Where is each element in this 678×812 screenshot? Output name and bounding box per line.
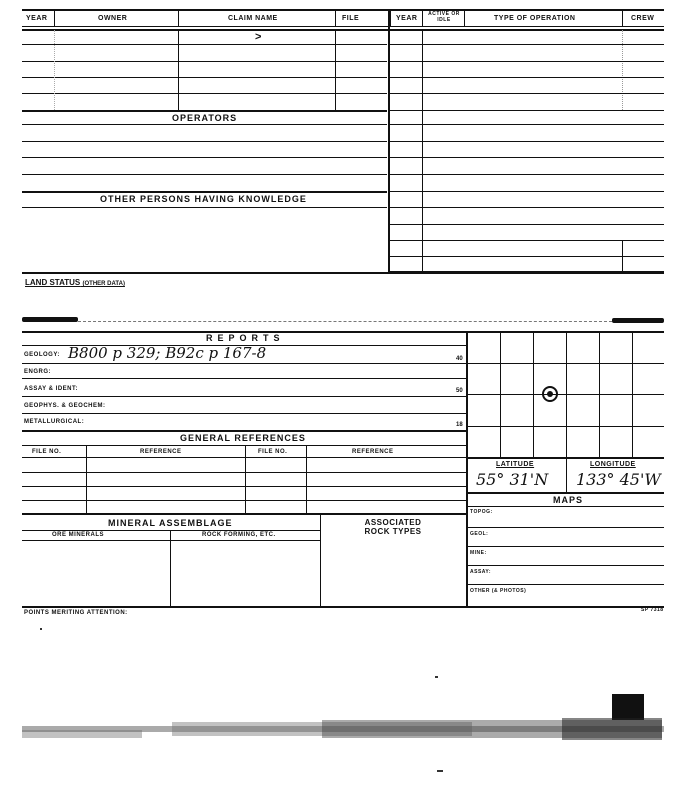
rule (22, 530, 320, 531)
rule (22, 61, 387, 62)
metallurgical-num: 18 (456, 422, 463, 428)
rule (22, 174, 387, 175)
divider (54, 10, 55, 26)
header-active-or-idle: ACTIVE OR IDLE (428, 11, 460, 23)
assay-num: 50 (456, 388, 463, 394)
rule (22, 9, 664, 11)
rule (22, 472, 466, 473)
divider (566, 458, 567, 492)
mineral-assemblage-title: MINERAL ASSEMBLAGE (108, 518, 233, 528)
header-type-of-operation: TYPE OF OPERATION (494, 15, 576, 22)
grid-line (500, 332, 501, 458)
rule (390, 44, 664, 45)
associated-rock-types-line1: ASSOCIATED (364, 518, 422, 527)
rule (22, 396, 466, 397)
divider (622, 241, 623, 271)
file-no-header: FILE NO. (32, 449, 62, 455)
rule (22, 363, 466, 364)
rule (22, 606, 664, 608)
header-year: YEAR (26, 15, 48, 22)
rule (22, 191, 387, 193)
metallurgical-label: METALLURGICAL: (24, 419, 85, 425)
location-marker-dot (547, 391, 553, 397)
ore-minerals-header: ORE MINERALS (52, 532, 105, 538)
rule (22, 110, 387, 112)
divider (335, 10, 336, 26)
rule (22, 93, 387, 94)
divider (178, 10, 179, 26)
divider (86, 445, 87, 513)
divider (245, 445, 246, 513)
rule (390, 124, 664, 125)
speck (437, 770, 443, 772)
rule (390, 207, 664, 208)
rule (390, 224, 664, 225)
engrg-label: ENGRG: (24, 369, 51, 375)
rule (466, 565, 664, 566)
other-persons-label: OTHER PERSONS HAVING KNOWLEDGE (100, 194, 307, 204)
rule (390, 61, 664, 62)
rule (390, 191, 664, 192)
rule (22, 77, 387, 78)
rule (390, 141, 664, 142)
rule (22, 540, 320, 541)
land-status-label (25, 278, 125, 287)
rule (22, 486, 466, 487)
maps-title: MAPS (553, 495, 584, 505)
latitude-value: 55° 31'N (476, 470, 549, 489)
grid-line (632, 332, 633, 458)
rule (22, 457, 466, 458)
rule (22, 513, 466, 515)
rule (466, 584, 664, 585)
rule (22, 124, 387, 125)
rule (390, 77, 664, 78)
rule (78, 321, 612, 322)
rule (466, 527, 664, 528)
rule (22, 331, 664, 333)
rule (390, 110, 664, 111)
rule (22, 157, 387, 158)
land-status-title: LAND STATUS (25, 278, 81, 287)
divider (422, 30, 423, 272)
rule (22, 207, 387, 208)
reference-header-2: REFERENCE (352, 449, 394, 455)
divider (390, 10, 391, 26)
rule (390, 157, 664, 158)
latitude-label: LATITUDE (496, 461, 535, 468)
grid-line (466, 394, 664, 395)
speck (435, 676, 438, 678)
rule (22, 29, 664, 31)
location-marker (542, 386, 558, 402)
header-year-2: YEAR (396, 15, 418, 22)
claim-mark: > (255, 31, 262, 43)
points-meriting-attention: POINTS MERITING ATTENTION: (24, 610, 128, 616)
grid-line (533, 332, 534, 458)
rule (390, 174, 664, 175)
rule (466, 546, 664, 547)
rule (22, 413, 466, 414)
maps-mine: MINE: (470, 550, 487, 556)
operators-label: OPERATORS (172, 113, 238, 123)
rule (22, 445, 466, 446)
divider (335, 30, 336, 110)
rule (22, 430, 466, 432)
reference-header: REFERENCE (140, 449, 182, 455)
scan-smear (22, 716, 664, 756)
divider (464, 10, 465, 26)
rule (22, 272, 664, 274)
rule (22, 44, 387, 45)
header-crew: CREW (631, 15, 655, 22)
rule (22, 26, 664, 27)
form-number: SP 7318 (641, 607, 664, 613)
divider (54, 30, 55, 110)
divider (170, 530, 171, 606)
geology-num: 40 (456, 356, 463, 362)
grid-line (466, 363, 664, 364)
rule (466, 492, 664, 494)
associated-rock-types-line2: ROCK TYPES (364, 527, 422, 536)
assay-label: ASSAY & IDENT: (24, 386, 79, 392)
header-claim-name: CLAIM NAME (228, 15, 278, 22)
file-no-header-2: FILE NO. (258, 449, 288, 455)
rule (22, 141, 387, 142)
rock-forming-header: ROCK FORMING, ETC. (202, 532, 276, 538)
maps-topog: TOPOG: (470, 509, 493, 515)
rule (22, 500, 466, 501)
divider (622, 30, 623, 110)
divider (622, 10, 623, 26)
divider (320, 513, 321, 606)
rule (22, 378, 466, 379)
divider (422, 10, 423, 26)
divider (306, 445, 307, 513)
geology-value: B800 p 329; B92c p 167-8 (68, 344, 267, 362)
divider (178, 30, 179, 110)
grid-line (566, 332, 567, 458)
geophys-label: GEOPHYS. & GEOCHEM: (24, 403, 106, 409)
grid-line (466, 426, 664, 427)
header-file: FILE (342, 15, 360, 22)
longitude-value: 133° 45'W (576, 470, 661, 489)
grid-line (599, 332, 600, 458)
land-status-sub: (OTHER DATA) (82, 281, 125, 287)
maps-geol: GEOL: (470, 531, 489, 537)
ink-blotch (612, 318, 664, 323)
geology-label: GEOLOGY: (24, 352, 60, 358)
ink-blotch (22, 317, 78, 322)
rule (390, 93, 664, 94)
header-owner: OWNER (98, 15, 128, 22)
reports-title: REPORTS (206, 333, 285, 343)
rule (466, 506, 664, 507)
speck (40, 628, 42, 630)
maps-other: OTHER (& PHOTOS) (470, 588, 527, 594)
maps-assay: ASSAY: (470, 569, 492, 575)
general-references-title: GENERAL REFERENCES (180, 433, 306, 443)
longitude-label: LONGITUDE (590, 461, 636, 468)
grid-line (466, 457, 664, 459)
